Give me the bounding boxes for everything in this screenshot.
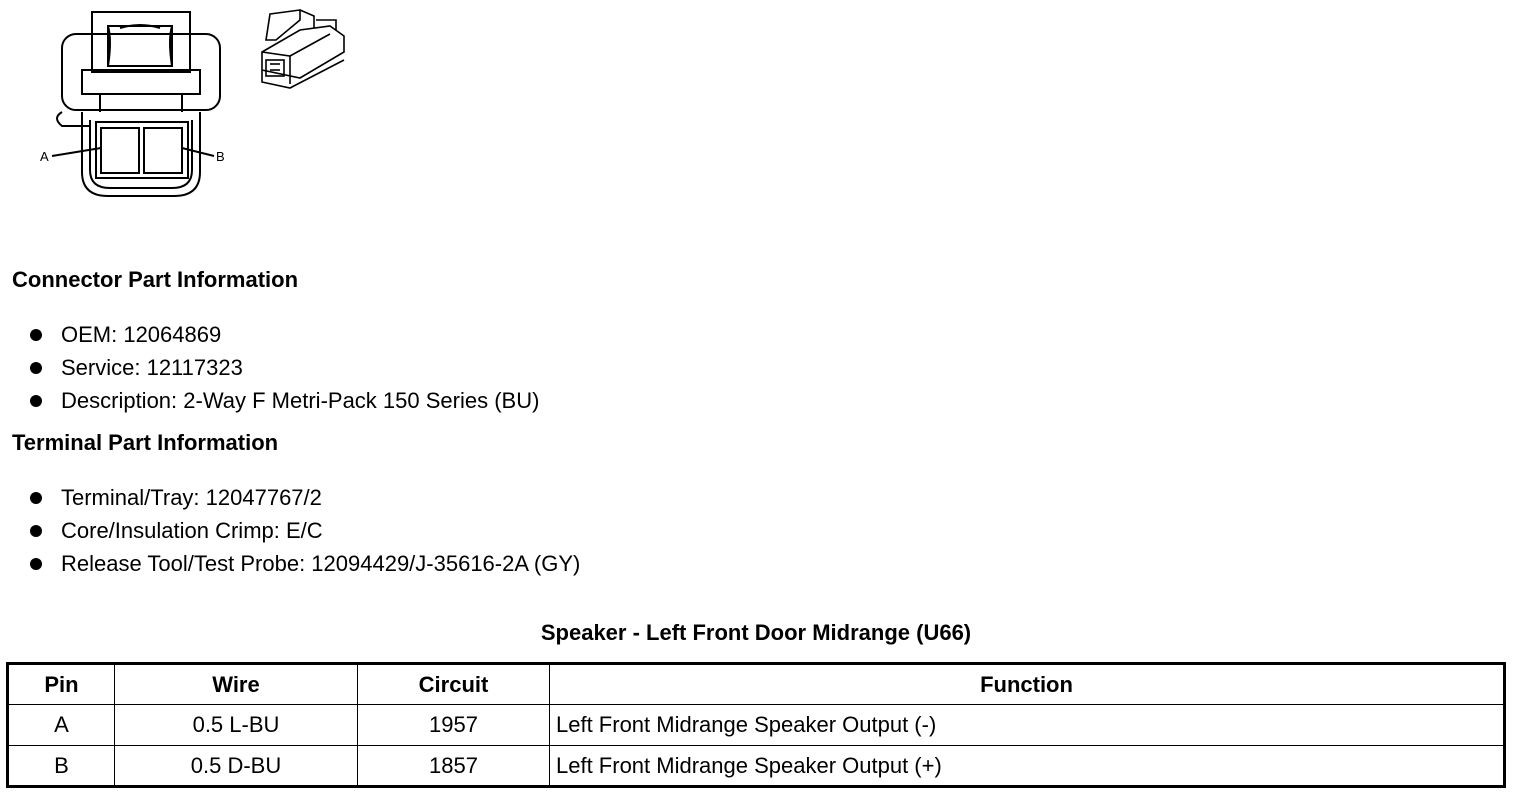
table-row xyxy=(8,746,1505,787)
pin-a-callout: A xyxy=(40,149,49,164)
bullet-icon xyxy=(30,525,42,537)
bullet-icon xyxy=(30,329,42,341)
list-item-text: OEM: 12064869 xyxy=(61,322,222,347)
list-item-text: Release Tool/Test Probe: 12094429/J-35616-2A (GY) xyxy=(61,551,581,576)
terminal-part-info-heading: Terminal Part Information xyxy=(12,430,279,455)
column-header-function: Function xyxy=(550,664,1505,705)
wire-cell: 0.5 L-BU xyxy=(115,705,358,746)
column-header-wire: Wire xyxy=(115,664,358,705)
list-item-text: Terminal/Tray: 12047767/2 xyxy=(61,485,322,510)
circuit-cell: 1857 xyxy=(358,746,550,787)
column-header-pin: Pin xyxy=(8,664,115,705)
bullet-icon xyxy=(30,395,42,407)
pin-cell: B xyxy=(8,746,115,787)
bullet-icon xyxy=(30,558,42,570)
pin-b-callout: B xyxy=(216,149,225,164)
list-item-text: Description: 2-Way F Metri-Pack 150 Series (BU) xyxy=(61,388,540,413)
circuit-cell: 1957 xyxy=(358,705,550,746)
connector-face-diagram xyxy=(0,0,400,215)
table-row xyxy=(8,705,1505,746)
bullet-icon xyxy=(30,362,42,374)
table-header-row xyxy=(8,664,1505,705)
function-cell: Left Front Midrange Speaker Output (+) xyxy=(550,746,1505,787)
column-header-circuit: Circuit xyxy=(358,664,550,705)
connector-part-info-heading: Connector Part Information xyxy=(12,267,299,292)
function-cell: Left Front Midrange Speaker Output (-) xyxy=(550,705,1505,746)
list-item-text: Core/Insulation Crimp: E/C xyxy=(61,518,323,543)
list-item-text: Service: 12117323 xyxy=(61,355,243,380)
pin-cell: A xyxy=(8,705,115,746)
pin-table xyxy=(6,662,1506,788)
wire-cell: 0.5 D-BU xyxy=(115,746,358,787)
bullet-icon xyxy=(30,492,42,504)
pin-table-title: Speaker - Left Front Door Midrange (U66) xyxy=(540,620,972,645)
